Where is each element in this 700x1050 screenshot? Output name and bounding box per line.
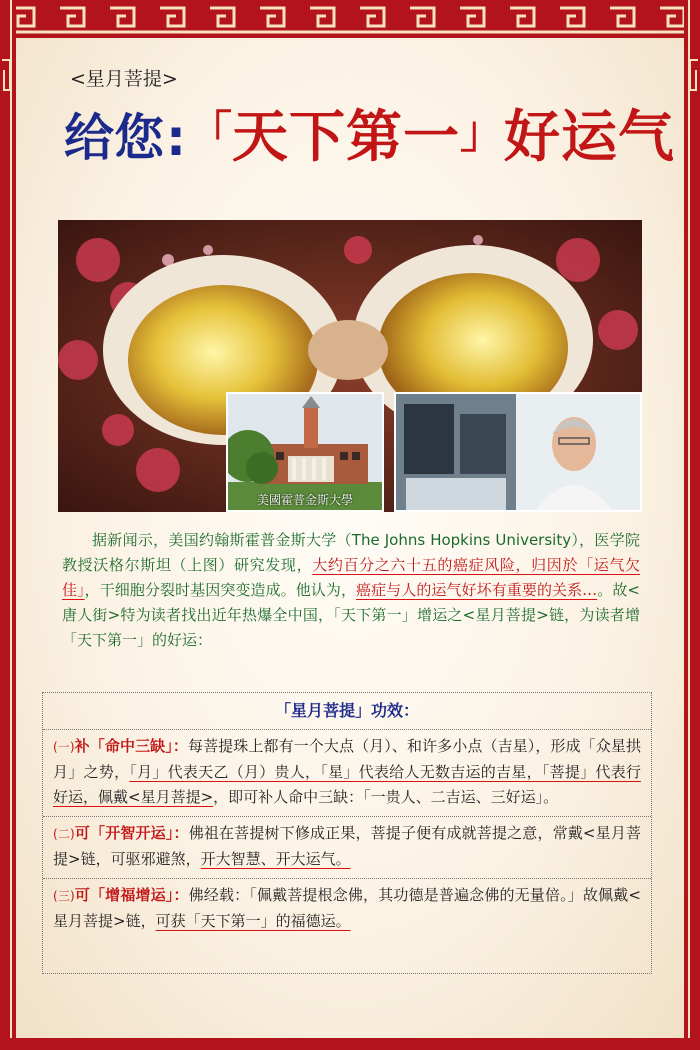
- benefit-lead: 可「开智开运」：: [74, 824, 189, 842]
- fret-border-bottom: [0, 1038, 700, 1050]
- fret-border-top: [0, 0, 700, 38]
- title-open-bracket: 「: [188, 107, 232, 158]
- subtitle: <星月菩提>: [70, 68, 178, 90]
- building-photo-caption: 美國霍普金斯大學: [256, 493, 353, 507]
- benefit-item-2: [43, 816, 651, 878]
- benefit-item-1: [43, 729, 651, 816]
- benefit-number: (三): [53, 889, 75, 903]
- benefit-underline: 开大智慧、开大运气。: [200, 850, 351, 868]
- benefit-underline: 「菩提」代表行好运，佩戴<星月菩提>: [53, 763, 641, 806]
- page-title: [64, 98, 675, 178]
- benefit-text: 每菩提珠上都有一个大点（月）、和许多小点（吉星），形成「众星拱月」之势，: [53, 737, 641, 781]
- title-colon: :: [166, 109, 186, 167]
- article-text-2: ，干细胞分裂时基因突变造成。他认为，: [84, 581, 357, 599]
- title-main: 天下第一: [232, 105, 460, 170]
- benefit-text: 佛经载：「佩戴菩提根念佛，其功德是普遍念佛的无量倍。」故佩戴<星月菩提>链，: [53, 886, 641, 930]
- benefit-underline: 「月」代表天乙（月）贵人，: [129, 763, 321, 781]
- researcher-photo: [394, 392, 642, 512]
- benefits-heading: 「星月菩提」功效：: [274, 701, 419, 720]
- article-highlight-1: 大约百分之六十五的癌症风险，归因於「运气欠佳」: [62, 556, 640, 599]
- fret-border-right: [684, 0, 700, 1050]
- university-building-photo: [226, 392, 384, 512]
- article-highlight-2: 癌症与人的运气好坏有重要的关系…: [356, 581, 598, 599]
- benefit-underline: 「星」代表给人无数吉运的吉星，: [320, 763, 542, 781]
- benefits-box: [42, 692, 652, 974]
- title-part1: 给您: [64, 109, 164, 167]
- benefit-text: 佛祖在菩提树下修成正果，菩提子便有成就菩提之意，常戴<星月菩提>链，可驱邪避煞，: [53, 824, 641, 868]
- article-text-3: 。故<唐人街>特为读者找出近年热爆全中国，「天下第一」增运之<星月菩提>链，为读者增「天下第一」的好运：: [62, 581, 640, 649]
- article-text-1: 据新闻示，美国约翰斯霍普金斯大学（The Johns Hopkins University），医学院教授沃格尔斯坦（上图）研究发现，: [62, 531, 640, 574]
- fret-border-left: [0, 0, 16, 1050]
- article-paragraph: [62, 528, 640, 653]
- benefit-text: ，即可补人命中三缺：「一贵人、二吉运、三好运」。: [213, 788, 559, 806]
- benefit-number: (一): [53, 740, 75, 754]
- article-body: [62, 528, 640, 653]
- title-close-bracket: 」: [460, 107, 504, 158]
- benefit-underline: 可获「天下第一」的福德运。: [155, 912, 351, 930]
- title-part2: 好运气: [504, 105, 675, 170]
- benefit-lead: 可「增福增运」：: [74, 886, 189, 904]
- benefit-item-3: [43, 878, 651, 940]
- benefit-number: (二): [53, 827, 75, 841]
- benefit-lead: 补「命中三缺」：: [74, 737, 188, 755]
